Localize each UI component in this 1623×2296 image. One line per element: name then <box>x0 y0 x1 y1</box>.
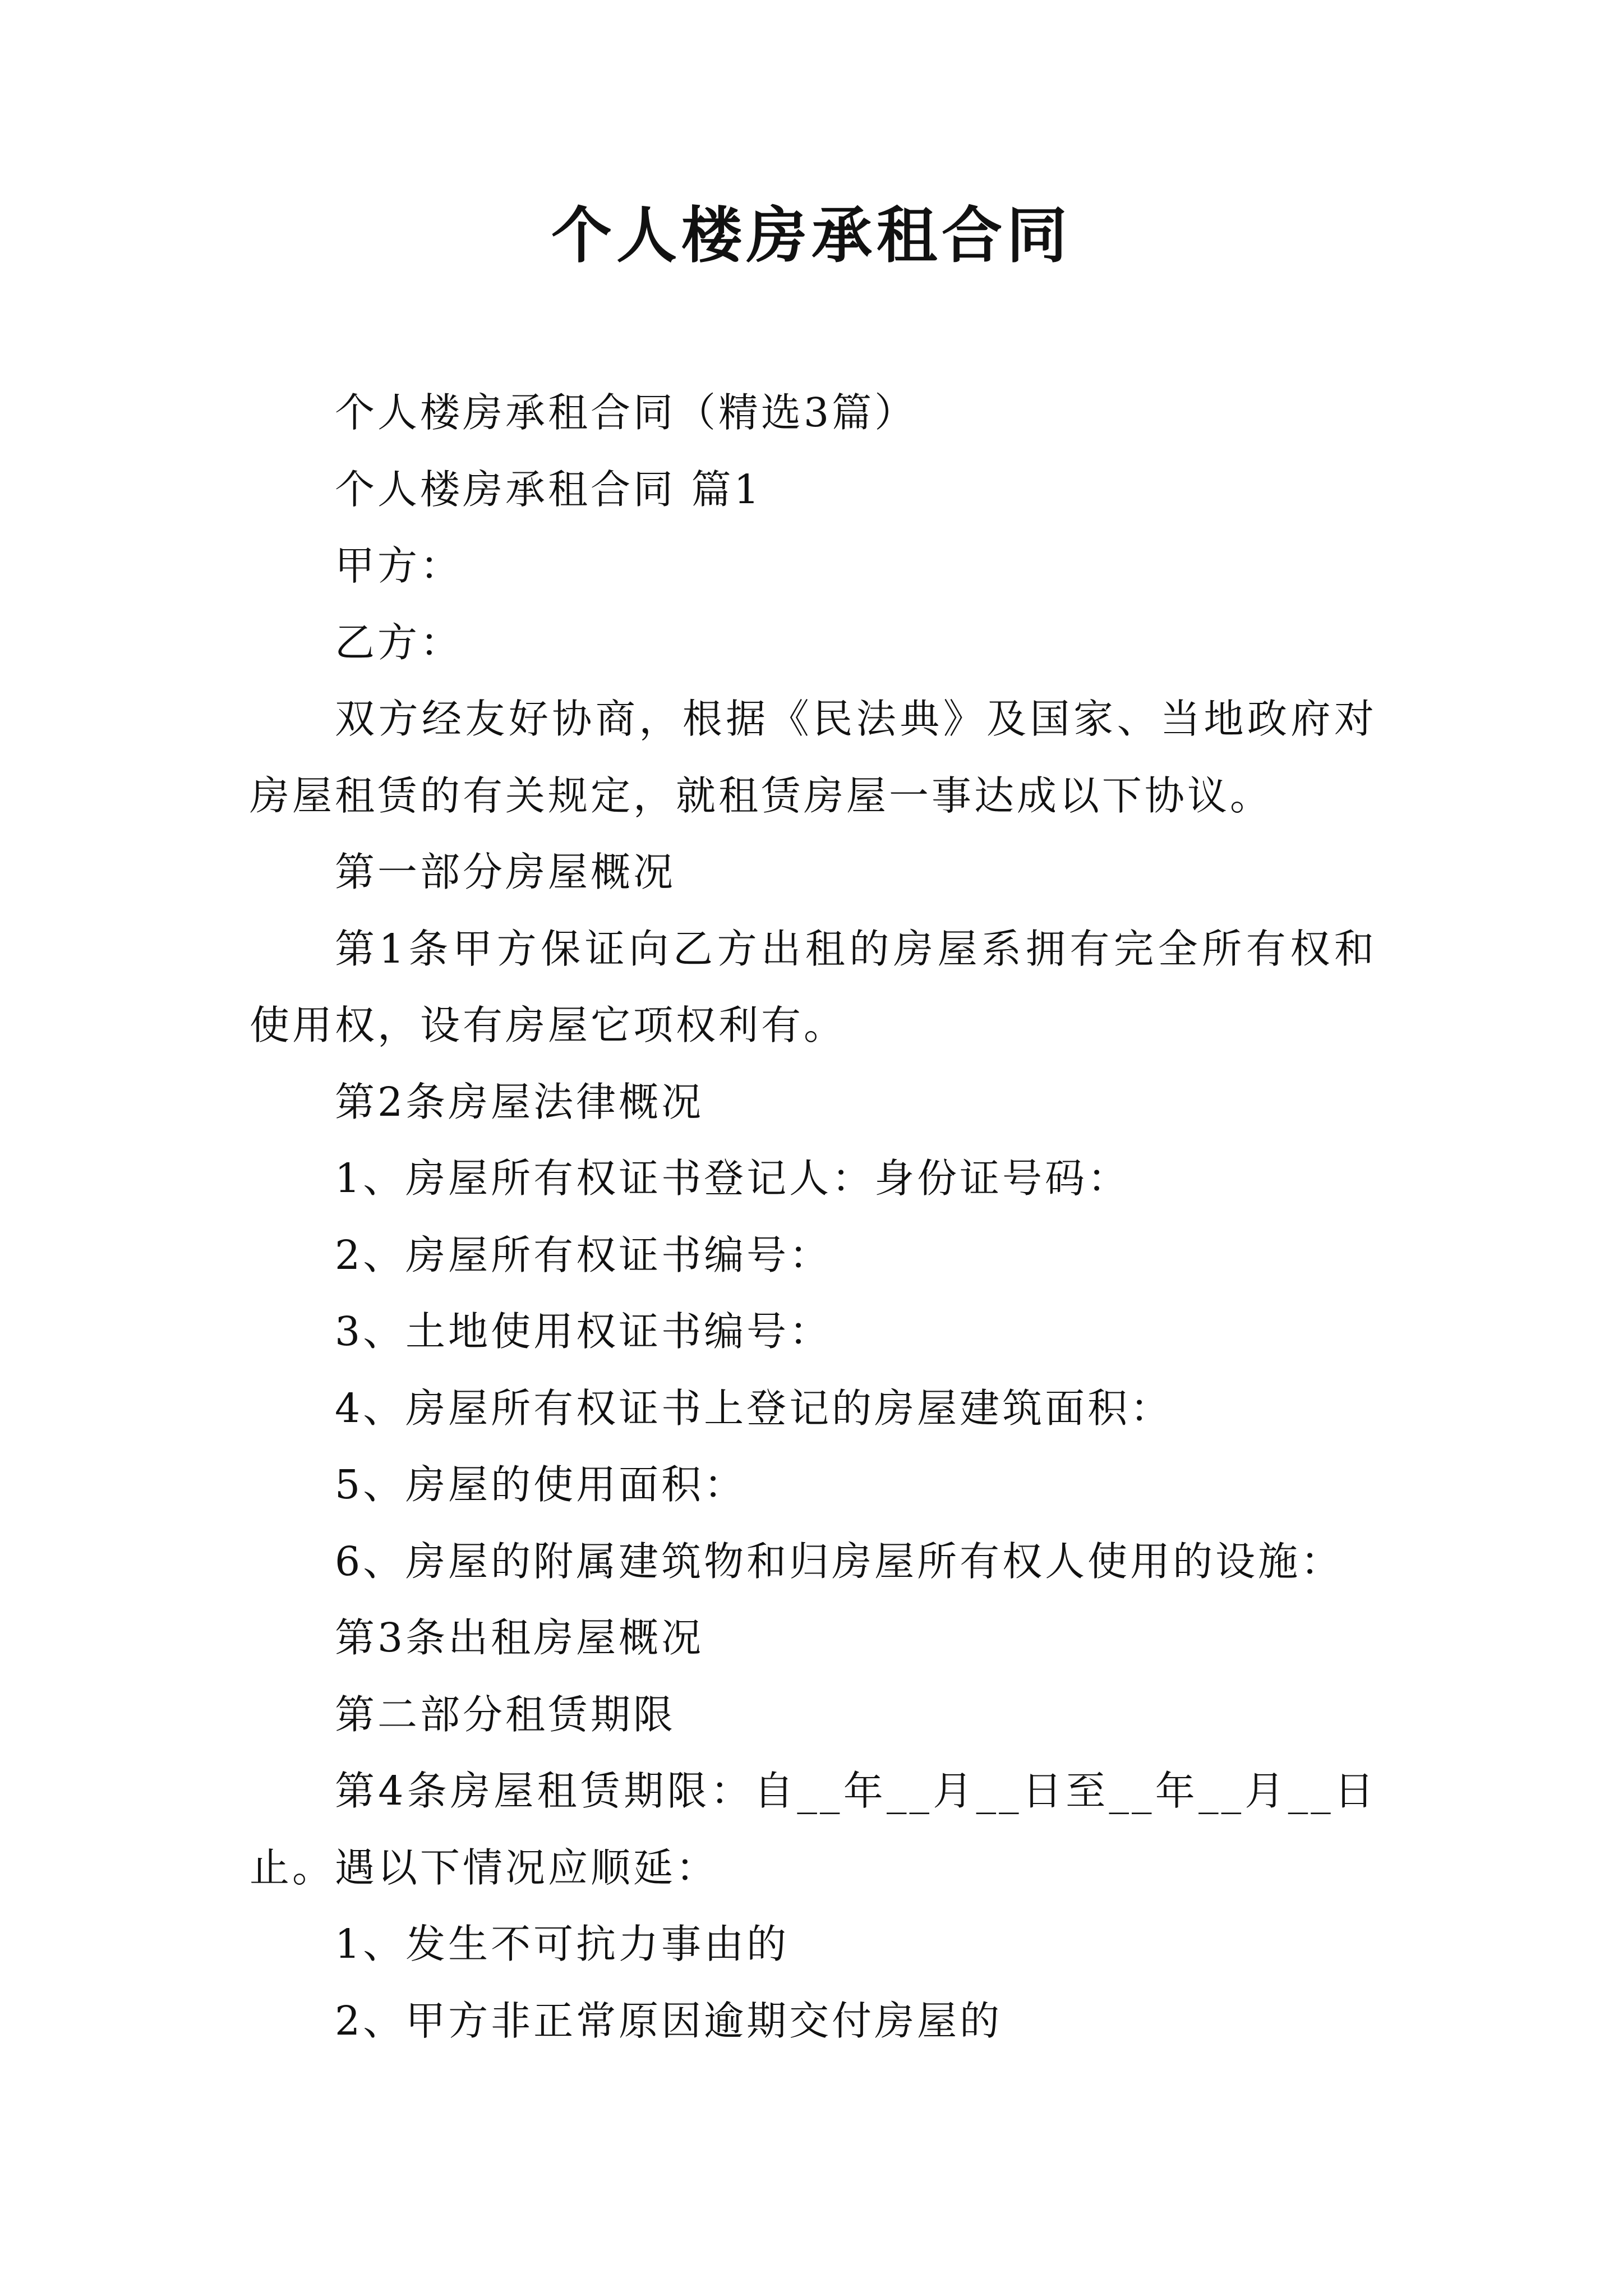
paragraph-article-1: 第1条甲方保证向乙方出租的房屋系拥有完全所有权和使用权，设有房屋它项权利有。 <box>250 925 1377 1048</box>
paragraph-list-item: 2、房屋所有权证书编号： <box>335 1231 832 1278</box>
paragraph-part-one-heading: 第一部分房屋概况 <box>335 849 676 895</box>
paragraph-party-b: 乙方： <box>335 619 463 666</box>
paragraph-section-heading: 个人楼房承租合同 篇1 <box>335 466 762 513</box>
paragraph-article-3-heading: 第3条出租房屋概况 <box>335 1614 704 1661</box>
paragraph-part-two-heading: 第二部分租赁期限 <box>335 1691 676 1738</box>
paragraph-subtitle: 个人楼房承租合同（精选3篇） <box>335 389 917 436</box>
paragraph-article-2-heading: 第2条房屋法律概况 <box>335 1078 704 1125</box>
paragraph-list-item: 5、房屋的使用面积： <box>335 1461 747 1508</box>
paragraph-article-4: 第4条房屋租赁期限：自__年__月__日至__年__月__日止。遇以下情况应顺延： <box>250 1768 1377 1891</box>
document-body <box>250 375 1377 2059</box>
paragraph-party-a: 甲方： <box>335 542 463 589</box>
paragraph-list-item: 1、房屋所有权证书登记人：身份证号码： <box>335 1155 1131 1202</box>
paragraph-preamble: 双方经友好协商，根据《民法典》及国家、当地政府对房屋租赁的有关规定，就租赁房屋一事达成以下协议。 <box>250 696 1377 819</box>
paragraph-list-item: 3、土地使用权证书编号： <box>335 1308 832 1355</box>
paragraph-list-item: 2、甲方非正常原因逾期交付房屋的 <box>335 1997 1003 2044</box>
paragraph-list-item: 1、发生不可抗力事由的 <box>335 1921 790 1967</box>
paragraph-list-item: 4、房屋所有权证书上登记的房屋建筑面积： <box>335 1384 1173 1432</box>
document-title: 个人楼房承租合同 <box>551 200 1072 271</box>
paragraph-list-item: 6、房屋的附属建筑物和归房屋所有权人使用的设施： <box>335 1538 1344 1585</box>
